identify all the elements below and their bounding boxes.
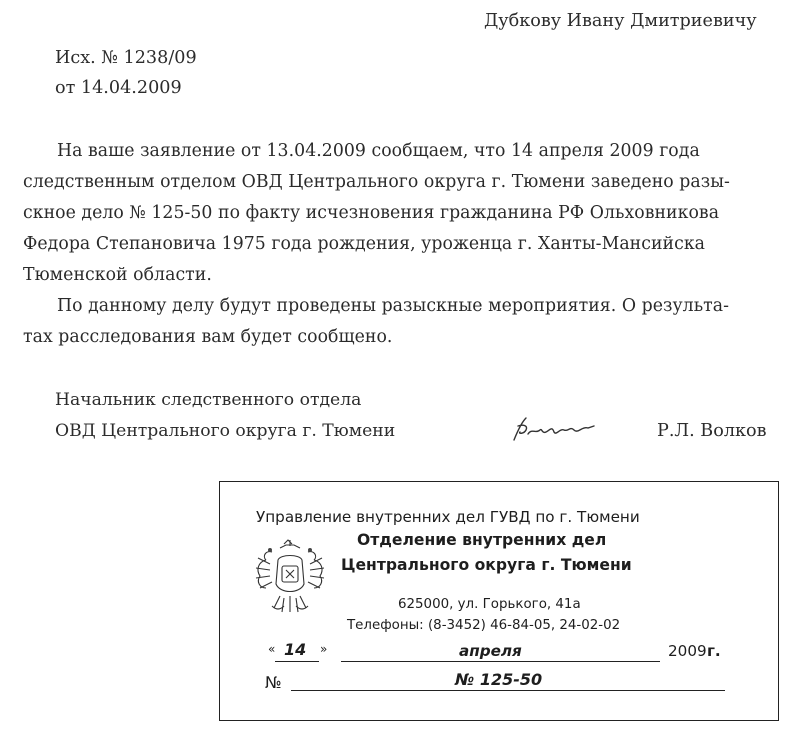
date-month-underline	[341, 661, 660, 662]
stamp-year-suffix: г.	[707, 642, 721, 660]
signatory-title-line2: ОВД Центрального округа г. Тюмени	[55, 421, 396, 441]
outgoing-date: от 14.04.2009	[55, 78, 182, 98]
outgoing-number: Исх. № 1238/09	[55, 48, 197, 68]
body-line: По данному делу будут проведены разыскные мероприятия. О результа-	[57, 296, 730, 316]
body-line: На ваше заявление от 13.04.2009 сообщаем, что 14 апреля 2009 года	[57, 141, 700, 161]
date-quote-close: »	[320, 642, 328, 656]
body-line: следственным отделом ОВД Центрального округа г. Тюмени заведено разы-	[23, 172, 730, 192]
date-quote-open: «	[268, 642, 276, 656]
stamp-org-parent: Управление внутренних дел ГУВД по г. Тюмени	[256, 508, 640, 526]
addressee: Дубкову Ивану Дмитриевичу	[484, 11, 757, 31]
stamp-number-value: № 125-50	[455, 670, 543, 689]
body-line: тах расследования вам будет сообщено.	[23, 327, 393, 347]
date-day-underline	[275, 661, 319, 662]
handwritten-signature	[508, 412, 598, 446]
stamp-org-name-line1: Отделение внутренних дел	[357, 531, 607, 549]
registration-stamp	[219, 481, 779, 721]
stamp-org-name-line2: Центрального округа г. Тюмени	[341, 556, 632, 574]
signatory-title-line1: Начальник следственного отдела	[55, 390, 362, 410]
signatory-name: Р.Л. Волков	[657, 421, 767, 441]
double-headed-eagle-emblem-icon	[250, 536, 330, 616]
stamp-number-label: №	[265, 673, 282, 692]
stamp-year-prefix: 2009	[668, 642, 707, 660]
stamp-date-month: апреля	[459, 642, 522, 660]
body-line: Федора Степановича 1975 года рождения, уроженца г. Ханты-Мансийска	[23, 234, 706, 254]
stamp-address: 625000, ул. Горького, 41а	[398, 597, 581, 612]
body-line: скное дело № 125-50 по факту исчезновения гражданина РФ Ольховникова	[23, 203, 720, 223]
stamp-phones: Телефоны: (8-3452) 46-84-05, 24-02-02	[347, 618, 621, 633]
number-underline	[291, 690, 725, 691]
stamp-date-day: 14	[284, 640, 307, 659]
body-line: Тюменской области.	[23, 265, 212, 285]
